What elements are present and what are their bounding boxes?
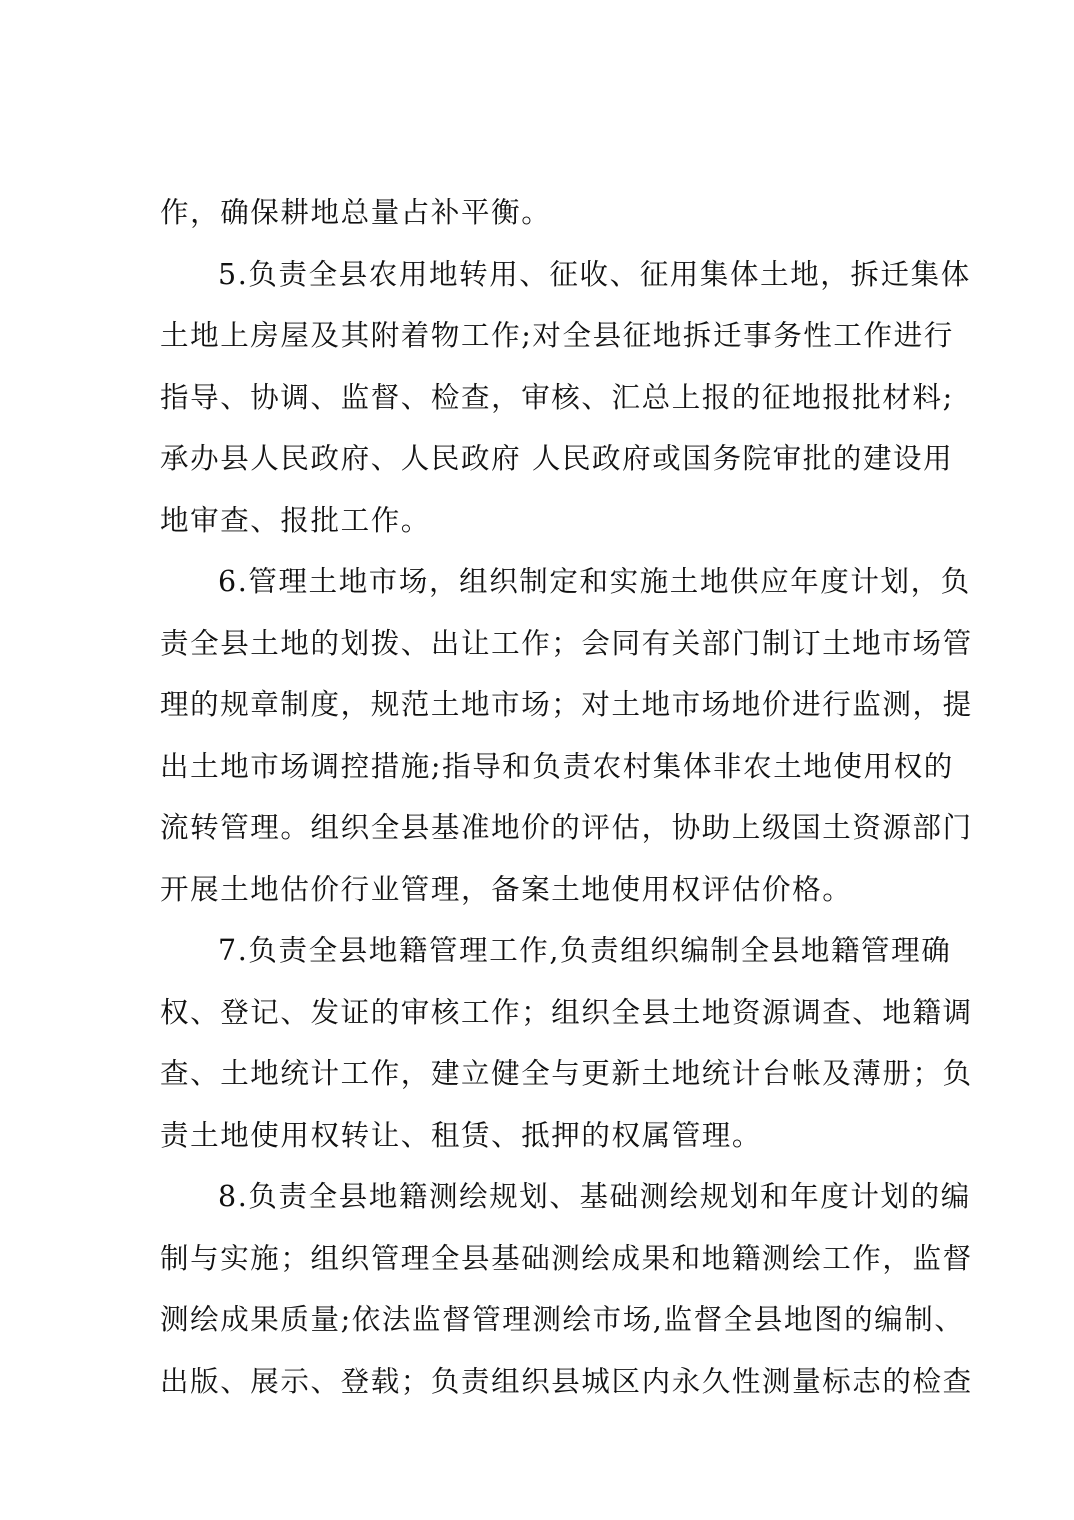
text-line: 8.负责全县地籍测绘规划、基础测绘规划和年度计划的编 (218, 1180, 971, 1213)
text-line: 土地上房屋及其附着物工作;对全县征地拆迁事务性工作进行 (160, 319, 954, 352)
text-line: 出土地市场调控措施;指导和负责农村集体非农土地使用权的 (160, 749, 954, 783)
text-line: 流转管理。组织全县基准地价的评估，协助上级国土资源部门 (160, 811, 973, 844)
text-line: 7.负责全县地籍管理工作,负责组织编制全县地籍管理确 (218, 934, 952, 967)
text-line: 责土地使用权转让、租赁、抵押的权属管理。 (160, 1118, 763, 1152)
text-line: 出版、展示、登载；负责组织县城区内永久性测量标志的检查 (160, 1364, 973, 1398)
text-line: 开展土地估价行业管理，备案土地使用权评估价格。 (160, 872, 853, 906)
text-line: 权、登记、发证的审核工作；组织全县土地资源调查、地籍调 (160, 995, 973, 1029)
text-line: 指导、协调、监督、检查，审核、汇总上报的征地报批材料; (160, 380, 954, 414)
text-line: 5.负责全县农用地转用、征收、征用集体土地，拆迁集体 (218, 257, 971, 291)
body-text (160, 182, 973, 1412)
text-line: 责全县土地的划拨、出让工作；会同有关部门制订土地市场管 (160, 626, 973, 660)
text-line: 承办县人民政府、人民政府 人民政府或国务院审批的建设用 (160, 442, 954, 475)
text-line: 地审查、报批工作。 (160, 503, 431, 537)
text-line: 6.管理土地市场，组织制定和实施土地供应年度计划，负 (218, 565, 971, 598)
text-line: 作，确保耕地总量占补平衡。 (160, 196, 552, 229)
text-line: 测绘成果质量;依法监督管理测绘市场,监督全县地图的编制、 (160, 1303, 965, 1336)
text-line: 查、土地统计工作，建立健全与更新土地统计台帐及薄册；负 (160, 1057, 973, 1090)
text-line: 制与实施；组织管理全县基础测绘成果和地籍测绘工作，监督 (160, 1241, 973, 1275)
text-line: 理的规章制度，规范土地市场；对土地市场地价进行监测，提 (160, 688, 973, 721)
